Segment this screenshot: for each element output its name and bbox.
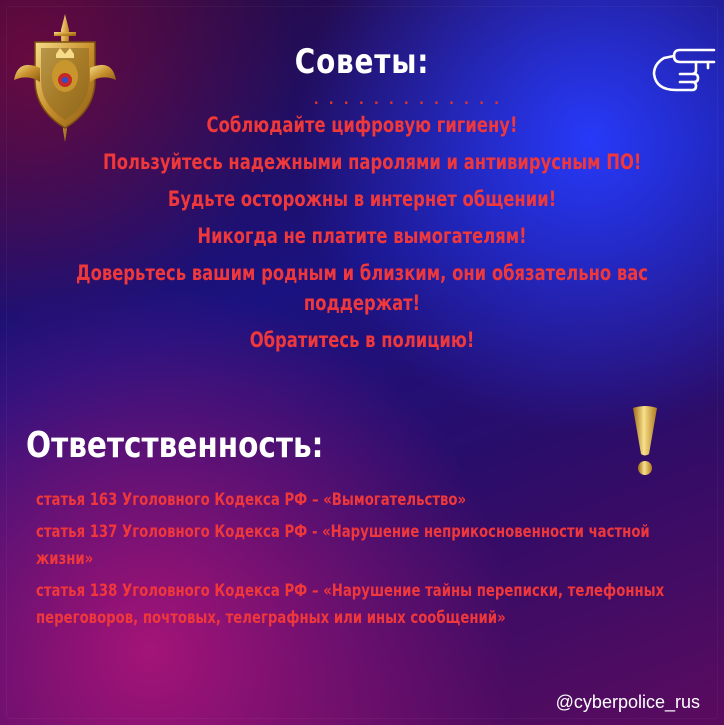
tip-item: Никогда не платите вымогателям! — [197, 224, 527, 248]
tip-item: Доверьтесь вашим родным и близким, они обязательно вас поддержат! — [75, 261, 648, 315]
article-item: статья 163 Уголовного Кодекса РФ – «Вымогательство» — [36, 490, 467, 510]
tip-item: Пользуйтесь надежными паролями и антивирусным ПО! — [103, 150, 642, 174]
articles-list — [36, 487, 683, 637]
exclamation-icon — [628, 404, 662, 478]
title-divider: ............. — [312, 92, 508, 108]
tip-item: Соблюдайте цифровую гигиену! — [206, 113, 518, 137]
page-title: Советы: — [294, 42, 430, 82]
tip-item: Будьте осторожны в интернет общении! — [167, 187, 557, 211]
pointing-hand-icon — [650, 40, 718, 98]
tip-item: Обратитесь в полицию! — [249, 328, 475, 352]
article-item: статья 138 Уголовного Кодекса РФ – «Нарушение тайны переписки, телефонных переговоров, почтовых, телеграфных или иных сообщений» — [36, 581, 665, 628]
responsibility-title: Ответственность: — [26, 425, 324, 466]
account-handle: @cyberpolice_rus — [555, 692, 700, 712]
tips-list — [30, 110, 694, 362]
article-item: статья 137 Уголовного Кодекса РФ - «Нарушение неприкосновенности частной жизни» — [36, 522, 650, 569]
